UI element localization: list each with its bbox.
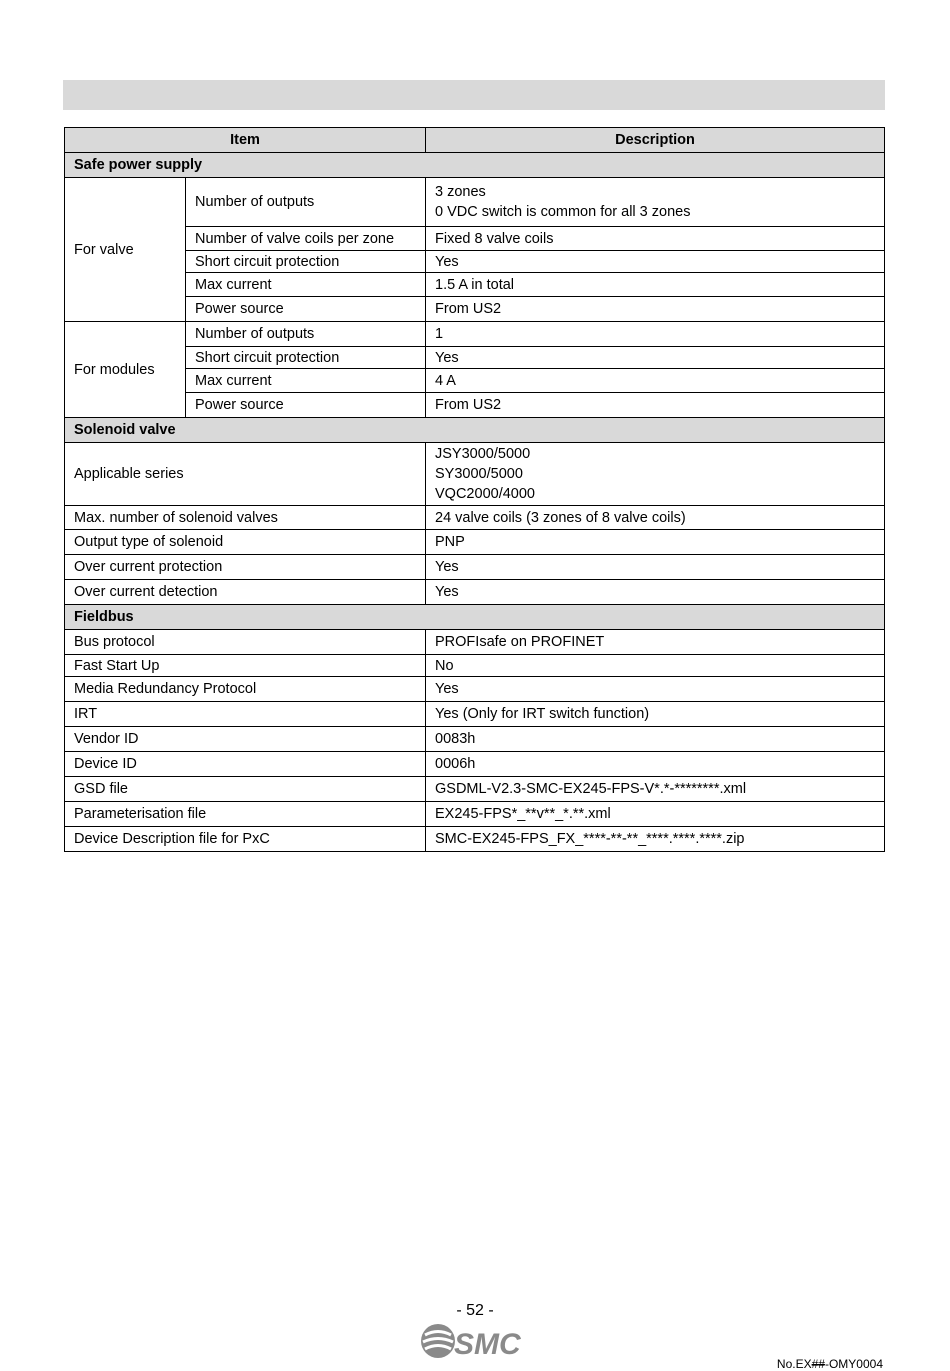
table-row	[65, 727, 885, 752]
section-title-solenoid-valve: Solenoid valve	[65, 418, 885, 443]
row-item: Applicable series	[65, 443, 426, 506]
table-row	[65, 322, 885, 347]
table-row	[65, 251, 885, 273]
row-item: IRT	[65, 702, 426, 727]
row-item: Vendor ID	[65, 727, 426, 752]
table-row	[65, 443, 885, 506]
row-description: From US2	[426, 297, 885, 322]
table-row	[65, 393, 885, 418]
row-item: Over current detection	[65, 580, 426, 605]
table-row	[65, 506, 885, 530]
row-description: Yes	[426, 580, 885, 605]
row-item: Device Description file for PxC	[65, 827, 426, 852]
doc-number-prefix: No.EX	[776, 1357, 812, 1371]
row-description	[426, 178, 885, 227]
row-description: Yes	[426, 347, 885, 369]
table-row	[65, 802, 885, 827]
row-item: Bus protocol	[65, 630, 426, 655]
row-description: Yes	[426, 251, 885, 273]
table-row	[65, 178, 885, 227]
row-item: Max current	[186, 273, 426, 297]
description-line: JSY3000/5000	[435, 446, 531, 462]
row-description	[426, 443, 885, 506]
table-row	[65, 555, 885, 580]
table-row	[65, 702, 885, 727]
row-description: EX245-FPS*_**v**_*.**.xml	[426, 802, 885, 827]
row-description: From US2	[426, 393, 885, 418]
row-description: PNP	[426, 530, 885, 555]
smc-logo-icon	[418, 1322, 528, 1362]
row-item: GSD file	[65, 777, 426, 802]
logo-text: SMC	[454, 1328, 521, 1361]
group-label-for-modules: For modules	[65, 322, 186, 418]
row-description: Yes (Only for IRT switch function)	[426, 702, 885, 727]
description-line: 3 zones	[435, 184, 486, 200]
row-description: PROFIsafe on PROFINET	[426, 630, 885, 655]
section-title-safe-power-supply: Safe power supply	[65, 153, 885, 178]
row-description: Fixed 8 valve coils	[426, 227, 885, 251]
row-item: Parameterisation file	[65, 802, 426, 827]
row-description: 0083h	[426, 727, 885, 752]
row-description: No	[426, 655, 885, 677]
doc-number-struck: ##	[811, 1357, 825, 1371]
table-row	[65, 630, 885, 655]
row-item: Short circuit protection	[186, 251, 426, 273]
smc-logo	[418, 1322, 528, 1367]
row-item: Number of outputs	[186, 178, 426, 227]
table-row	[65, 369, 885, 393]
row-description: Yes	[426, 555, 885, 580]
row-description: Yes	[426, 677, 885, 702]
header-bar	[63, 80, 885, 110]
row-description: 1.5 A in total	[426, 273, 885, 297]
row-item: Media Redundancy Protocol	[65, 677, 426, 702]
table-row	[65, 580, 885, 605]
table-row	[65, 827, 885, 852]
row-item: Over current protection	[65, 555, 426, 580]
section-title-fieldbus: Fieldbus	[65, 605, 885, 630]
table-row	[65, 227, 885, 251]
table-row	[65, 297, 885, 322]
section-row	[65, 153, 885, 178]
row-item: Max current	[186, 369, 426, 393]
row-description: 4 A	[426, 369, 885, 393]
table-row	[65, 777, 885, 802]
table-row	[65, 752, 885, 777]
row-item: Power source	[186, 393, 426, 418]
row-description: SMC-EX245-FPS_FX_****-**-**_****.****.****.zip	[426, 827, 885, 852]
section-row	[65, 418, 885, 443]
table-header-row	[65, 128, 885, 153]
table-row	[65, 347, 885, 369]
row-description: 0006h	[426, 752, 885, 777]
page-number: - 52 -	[456, 1302, 494, 1319]
row-description: 24 valve coils (3 zones of 8 valve coils)	[426, 506, 885, 530]
row-item: Power source	[186, 297, 426, 322]
row-description: GSDML-V2.3-SMC-EX245-FPS-V*.*-********.xml	[426, 777, 885, 802]
table-row	[65, 273, 885, 297]
row-item: Fast Start Up	[65, 655, 426, 677]
table-row	[65, 530, 885, 555]
description-line: SY3000/5000	[435, 466, 523, 482]
group-label-for-valve: For valve	[65, 178, 186, 322]
description-line: 0 VDC switch is common for all 3 zones	[435, 204, 691, 220]
description-line: VQC2000/4000	[435, 486, 535, 502]
row-item: Number of outputs	[186, 322, 426, 347]
header-description: Description	[426, 128, 885, 153]
row-item: Device ID	[65, 752, 426, 777]
table-row	[65, 677, 885, 702]
row-item: Short circuit protection	[186, 347, 426, 369]
document-number	[777, 1357, 883, 1371]
table-row	[65, 655, 885, 677]
section-row	[65, 605, 885, 630]
specification-table	[64, 127, 885, 852]
row-item: Max. number of solenoid valves	[65, 506, 426, 530]
doc-number-suffix: -OMY0004	[824, 1357, 883, 1371]
header-item: Item	[65, 128, 426, 153]
row-item: Output type of solenoid	[65, 530, 426, 555]
row-item: Number of valve coils per zone	[186, 227, 426, 251]
row-description: 1	[426, 322, 885, 347]
